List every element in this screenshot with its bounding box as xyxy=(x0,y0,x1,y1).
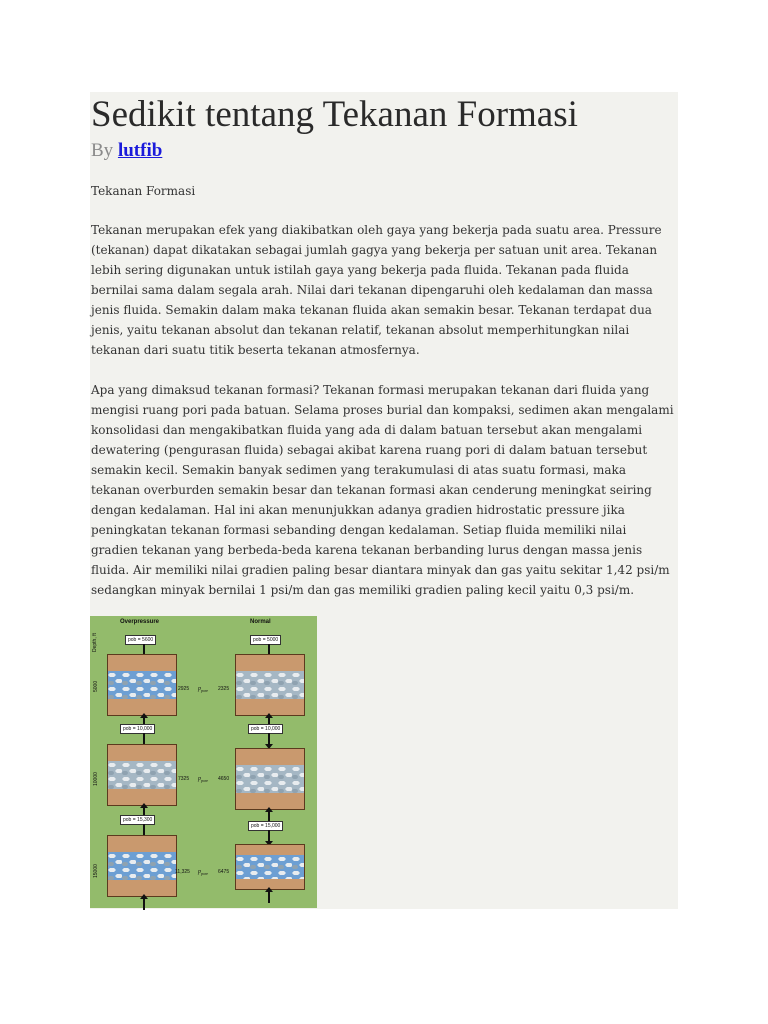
byline xyxy=(91,140,162,162)
overburden-label: pob = 15,000 xyxy=(248,821,283,831)
overburden-label: pob = 15,300 xyxy=(120,815,155,825)
pore-pressure-symbol: $p_{pore}$ xyxy=(198,686,209,694)
up-arrow-icon xyxy=(268,891,270,903)
section-heading: Tekanan Formasi xyxy=(91,184,196,198)
rock-block xyxy=(107,835,177,897)
pore-fluid-layer xyxy=(108,761,176,789)
normal-heading: Normal xyxy=(250,619,271,625)
paragraph-1: Tekanan merupakan efek yang diakibatkan oleh gaya yang bekerja pada suatu area. Pressure (tekanan) dapat dikatakan sebagai jumlah gagya yang bekerja per satuan unit area. Tekanan lebih sering digunakan untuk istilah gaya yang bekerja pada fluida. Tekanan pada fluida bernilai sama dalam segala arah. Nilai dari tekanan dipengaruhi oleh kedalaman dan massa jenis fluida. Semakin dalam maka tekanan fluida akan semakin besar. Tekanan terdapat dua jenis, yaitu tekanan absolut dan tekanan relatif, tekanan absolut memperhitungkan nilai tekanan dari suatu titik beserta tekanan atmosfernya. xyxy=(91,223,662,357)
rock-block xyxy=(235,654,305,716)
overburden-label: pob = 5600 xyxy=(125,635,156,645)
pressure-diagram xyxy=(90,616,317,908)
pore-fluid-layer xyxy=(236,671,304,699)
pore-pressure-value: 6475 xyxy=(218,869,230,875)
pore-fluid-layer xyxy=(108,671,176,699)
overburden-label: pob = 5000 xyxy=(250,635,281,645)
pore-fluid-layer xyxy=(108,852,176,880)
rock-block xyxy=(235,844,305,890)
down-arrow-icon xyxy=(268,830,270,842)
rock-block xyxy=(107,654,177,716)
pore-pressure-symbol: $p_{pore}$ xyxy=(198,776,209,784)
depth-axis-label: Depth, ft xyxy=(92,633,98,652)
pore-pressure-value: 11,325 xyxy=(175,869,190,875)
up-arrow-icon xyxy=(143,898,145,910)
down-arrow-icon xyxy=(268,733,270,745)
pore-pressure-value: 7325 xyxy=(178,776,190,782)
pore-pressure-value: 2325 xyxy=(218,686,230,692)
rock-block xyxy=(235,748,305,810)
rock-block xyxy=(107,744,177,806)
depth-value: 10000 xyxy=(93,772,99,786)
article-title: Sedikit tentang Tekanan Formasi xyxy=(91,94,578,135)
pore-fluid-layer xyxy=(236,855,304,879)
pore-pressure-value: 2925 xyxy=(178,686,190,692)
pore-pressure-symbol: $p_{pore}$ xyxy=(198,869,209,877)
depth-value: 5000 xyxy=(93,680,99,692)
paragraph-2: Apa yang dimaksud tekanan formasi? Tekanan formasi merupakan tekanan dari fluida yang mengisi ruang pori pada batuan. Selama proses burial dan kompaksi, sedimen akan mengalami konsolidasi dan mengakibatkan fluida yang ada di dalam batuan tersebut akan mengalami dewatering (pengurasan fluida) sebagai akibat karena ruang pori di dalam batuan tersebut semakin kecil. Semakin banyak sedimen yang terakumulasi di atas suatu formasi, maka tekanan overburden semakin besar dan tekanan formasi akan cenderung meningkat seiring dengan kedalaman. Hal ini akan menunjukkan adanya gradien hidrostatic pressure jika peningkatan tekanan formasi sebanding dengan kedalaman. Setiap fluida memiliki nilai gradien tekanan yang berbeda-beda karena tekanan berbanding lurus dengan massa jenis fluida. Air memiliki nilai gradien paling besar diantara minyak dan gas yaitu sekitar 1,42 psi/m sedangkan minyak bernilai 1 psi/m dan gas memiliki gradien paling kecil yaitu 0,3 psi/m. xyxy=(91,383,674,597)
pore-fluid-layer xyxy=(236,765,304,793)
depth-value: 15000 xyxy=(93,864,99,878)
by-label: By xyxy=(91,140,114,161)
overburden-label: pob = 10,000 xyxy=(248,724,283,734)
pore-pressure-value: 4650 xyxy=(218,776,230,782)
overburden-label: pob = 10,000 xyxy=(120,724,155,734)
author-link[interactable]: lutfib xyxy=(117,140,163,161)
overpressure-heading: Overpressure xyxy=(120,619,160,625)
